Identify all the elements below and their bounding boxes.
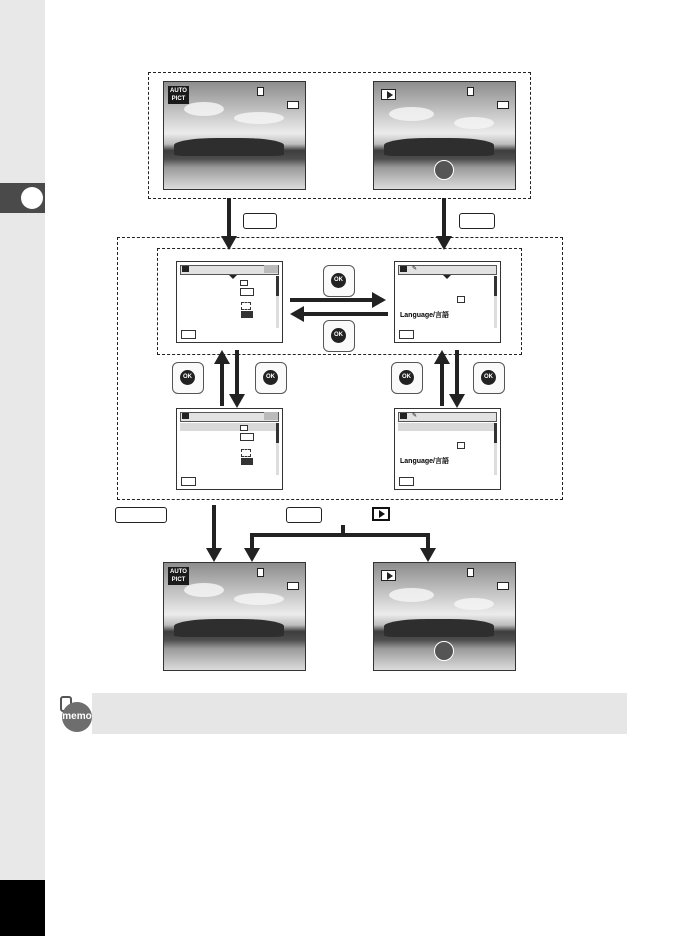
ok-hint — [399, 477, 414, 486]
playback-icon — [381, 89, 396, 100]
ok-down-button-icon — [255, 362, 287, 394]
four-way-controller-icon — [434, 641, 454, 661]
memo-label: memo — [62, 711, 92, 722]
camera-icon — [400, 266, 407, 272]
flow-arrow-head — [290, 306, 304, 322]
auto-picture-badge: AUTO PICT — [168, 567, 189, 585]
flow-arrow — [212, 505, 216, 550]
wrench-icon — [264, 265, 278, 273]
four-way-controller-icon — [434, 160, 454, 180]
flow-arrow — [455, 350, 459, 396]
flow-arrow — [220, 360, 224, 406]
flow-arrow-head — [372, 292, 386, 308]
ok-hint — [399, 330, 414, 339]
ok-up-button-icon — [391, 362, 423, 394]
flow-arrow-head — [206, 548, 222, 562]
camera-icon — [182, 413, 189, 419]
flow-arrow — [304, 312, 388, 316]
flow-arrow-head — [214, 350, 230, 364]
ok-label: OK — [331, 328, 346, 343]
menu-button-label — [459, 213, 495, 229]
setup-menu-screen — [394, 261, 501, 343]
battery-icon — [497, 101, 509, 109]
ok-down-button-icon — [473, 362, 505, 394]
record-menu-screen — [176, 261, 283, 343]
wrench-icon: ✎ — [412, 413, 418, 419]
language-menu-item: Language/言語 — [400, 458, 450, 465]
ok-right-button-icon — [323, 265, 355, 297]
sd-card-icon — [467, 568, 474, 577]
flow-arrow — [440, 360, 444, 406]
menu-button-label — [286, 507, 322, 523]
ok-label: OK — [481, 370, 496, 385]
camera-icon — [182, 266, 189, 272]
capture-screen-top — [163, 81, 306, 190]
ok-label: OK — [263, 370, 278, 385]
sd-card-icon — [467, 87, 474, 96]
sd-card-icon — [257, 87, 264, 96]
setup-menu-screen-selected — [394, 408, 501, 490]
flow-arrow-head — [449, 394, 465, 408]
chapter-circle-icon — [21, 187, 43, 209]
ok-hint — [181, 330, 196, 339]
flow-arrow-head — [434, 350, 450, 364]
language-menu-item: Language/言語 — [400, 312, 450, 319]
auto-picture-badge: AUTO PICT — [168, 86, 189, 104]
flow-arrow — [235, 350, 239, 396]
battery-icon — [497, 582, 509, 590]
memo-note-bar — [92, 693, 627, 734]
playback-icon — [381, 570, 396, 581]
flow-arrow — [227, 198, 231, 238]
ok-left-button-icon — [323, 320, 355, 352]
ok-up-button-icon — [172, 362, 204, 394]
page-number-block — [0, 880, 45, 936]
shutter-button-label — [115, 507, 167, 523]
flow-arrow — [290, 298, 374, 302]
playback-screen-bottom — [373, 562, 516, 671]
flow-arrow-head — [244, 548, 260, 562]
ok-label: OK — [180, 370, 195, 385]
playback-button-icon — [372, 507, 390, 521]
menu-button-label — [243, 213, 277, 229]
wrench-icon: ✎ — [412, 266, 418, 272]
wrench-icon — [264, 412, 278, 420]
memo-icon — [58, 696, 94, 732]
ok-hint — [181, 477, 196, 486]
flow-arrow — [250, 533, 430, 537]
chapter-sidebar — [0, 0, 45, 880]
flow-arrow-head — [420, 548, 436, 562]
sd-card-icon — [257, 568, 264, 577]
playback-screen-top — [373, 81, 516, 190]
battery-icon — [287, 101, 299, 109]
capture-screen-bottom — [163, 562, 306, 671]
flow-arrow-head — [229, 394, 245, 408]
ok-label: OK — [331, 273, 346, 288]
ok-label: OK — [399, 370, 414, 385]
battery-icon — [287, 582, 299, 590]
record-menu-screen-selected — [176, 408, 283, 490]
camera-icon — [400, 413, 407, 419]
flow-arrow — [442, 198, 446, 238]
